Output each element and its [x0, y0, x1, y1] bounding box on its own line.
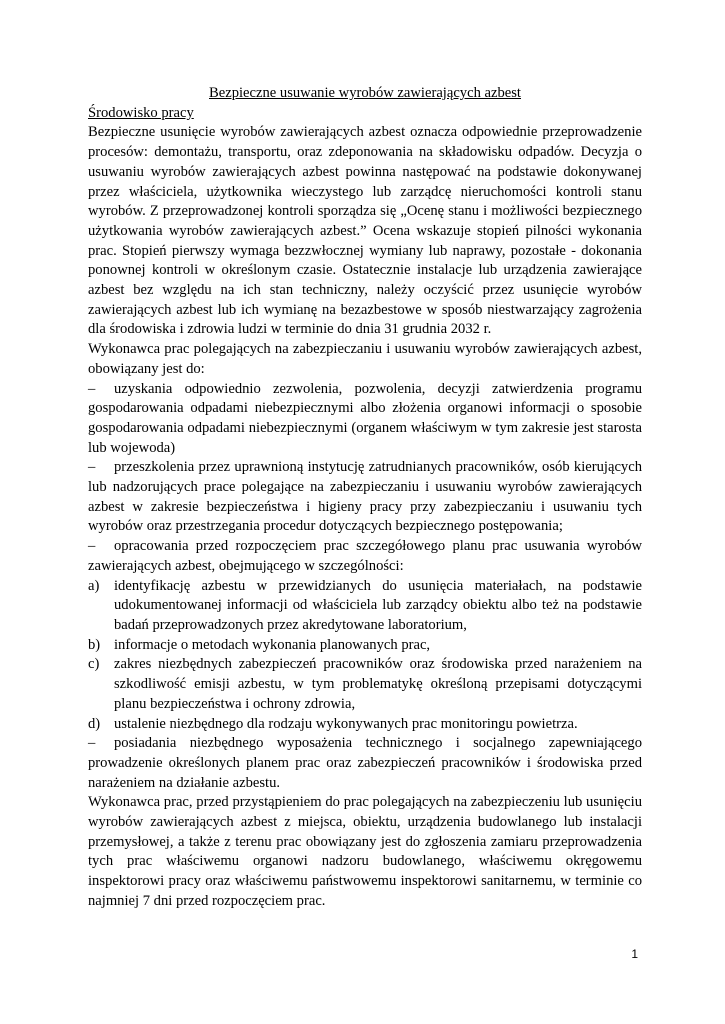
sub-item-marker: a) [88, 577, 100, 594]
sub-item-marker: b) [88, 636, 101, 653]
dash-list-item [88, 458, 642, 537]
document-page [88, 84, 642, 912]
page-number: 1 [631, 947, 638, 961]
dash-list-item [88, 537, 642, 576]
sub-item-text: informacje o metodach wykonania planowanych prac, [114, 636, 431, 653]
sub-item-marker: d) [88, 715, 101, 732]
work-plan-sub-list [88, 577, 642, 735]
sub-item-text: identyfikację azbestu w przewidzianych do usunięcia materiałach, na podstawie udokumentowanej informacji od właściciela lub zarządcy obiektu albo też na podstawie badań przeprowadzonych przez akredytowane laboratorium, [114, 577, 642, 633]
dash-item-text: posiadania niezbędnego wyposażenia technicznego i socjalnego zapewniającego prowadzenie określonych planem prac oraz zabezpieczeń pracowników i środowiska przed narażeniem na działanie azbestu. [88, 735, 642, 791]
dash-item-text: przeszkolenia przez uprawnioną instytucję zatrudnianych pracowników, osób kierujących lub nadzorujących prace polegające na zabezpieczaniu i usuwaniu wyrobów zawierających azbest w zakresie bezpieczeństwa i higieny pracy przy zabezpieczaniu i usuwaniu tych wyrobów oraz przestrzegania procedur dotyczących bezpiecznego postępowania; [88, 459, 642, 535]
dash-marker: – [88, 735, 96, 752]
document-title: Bezpieczne usuwanie wyrobów zawierających azbest [209, 85, 521, 101]
dash-marker: – [88, 538, 96, 555]
paragraph-notification: Wykonawca prac, przed przystąpieniem do prac polegających na zabezpieczeniu lub usunięciu wyrobów zawierających azbest z miejsca, obiektu, urządzenia budowlanego lub instalacji przemysłowej, a także z terenu prac obowiązany jest do zgłoszenia zamiaru przeprowadzenia tych prac właściwemu organowi nadzoru budowlanego, właściwemu okręgowemu inspektorowi pracy oraz właściwemu państwowemu inspektorowi sanitarnemu, w terminie co najmniej 7 dni przed rozpoczęciem prac. [88, 794, 642, 909]
paragraph-intro: Bezpieczne usunięcie wyrobów zawierających azbest oznacza odpowiednie przeprowadzenie procesów: demontażu, transportu, oraz zdeponowania na składowisku odpadów. Decyzja o usuwaniu wyrobów zawierających azbest powinna następować na podstawie dokonywanej przez właściciela, użytkownika wieczystego lub zarządcę nieruchomości kontroli stanu wyrobów. Z przeprowadzonej kontroli sporządza się „Ocenę stanu i możliwości bezpiecznego użytkowania wyrobów zawierających azbest.” Ocena wskazuje stopień pilności wykonania prac. Stopień pierwszy wymaga bezzwłocznej wymiany lub naprawy, pozostałe - dokonania ponownej kontroli w określonym czasie. Ostatecznie instalacje lub urządzenia zawierające azbest bez względu na ich stan techniczny, należy oczyścić przez usunięcie wyrobów zawierających azbest lub ich wymianę na bezazbestowe w sposób niestwarzający zagrożenia dla środowiska i zdrowia ludzi w terminie do dnia 31 grudnia 2032 r. [88, 124, 642, 338]
sub-list-item [88, 636, 642, 656]
dash-list-item [88, 380, 642, 459]
dash-item-text: uzyskania odpowiednio zezwolenia, pozwolenia, decyzji zatwierdzenia programu gospodarowania odpadami niebezpiecznymi albo złożenia organowi informacji o sposobie gospodarowania odpadami niebezpiecznymi (organem właściwym w tym zakresie jest starosta lub wojewoda) [88, 380, 642, 456]
dash-list-item [88, 734, 642, 793]
dash-marker: – [88, 380, 96, 397]
sub-item-text: ustalenie niezbędnego dla rodzaju wykonywanych prac monitoringu powietrza. [114, 715, 578, 732]
sub-list-item [88, 655, 642, 714]
dash-marker: – [88, 459, 96, 476]
dash-item-text: opracowania przed rozpoczęciem prac szczegółowego planu prac usuwania wyrobów zawierających azbest, obejmującego w szczególności: [88, 538, 642, 574]
section-heading: Środowisko pracy [88, 104, 194, 121]
sub-list-item [88, 715, 642, 735]
paragraph-contractor-obligations: Wykonawca prac polegających na zabezpieczaniu i usuwaniu wyrobów zawierających azbest, obowiązany jest do: [88, 341, 642, 377]
sub-item-marker: c) [88, 656, 100, 673]
sub-list-item [88, 577, 642, 636]
sub-item-text: zakres niezbędnych zabezpieczeń pracowników oraz środowiska przed narażeniem na szkodliwość emisji azbestu, w tym problematykę określoną przepisami dotyczącymi planu bezpieczeństwa i ochrony zdrowia, [114, 656, 642, 712]
